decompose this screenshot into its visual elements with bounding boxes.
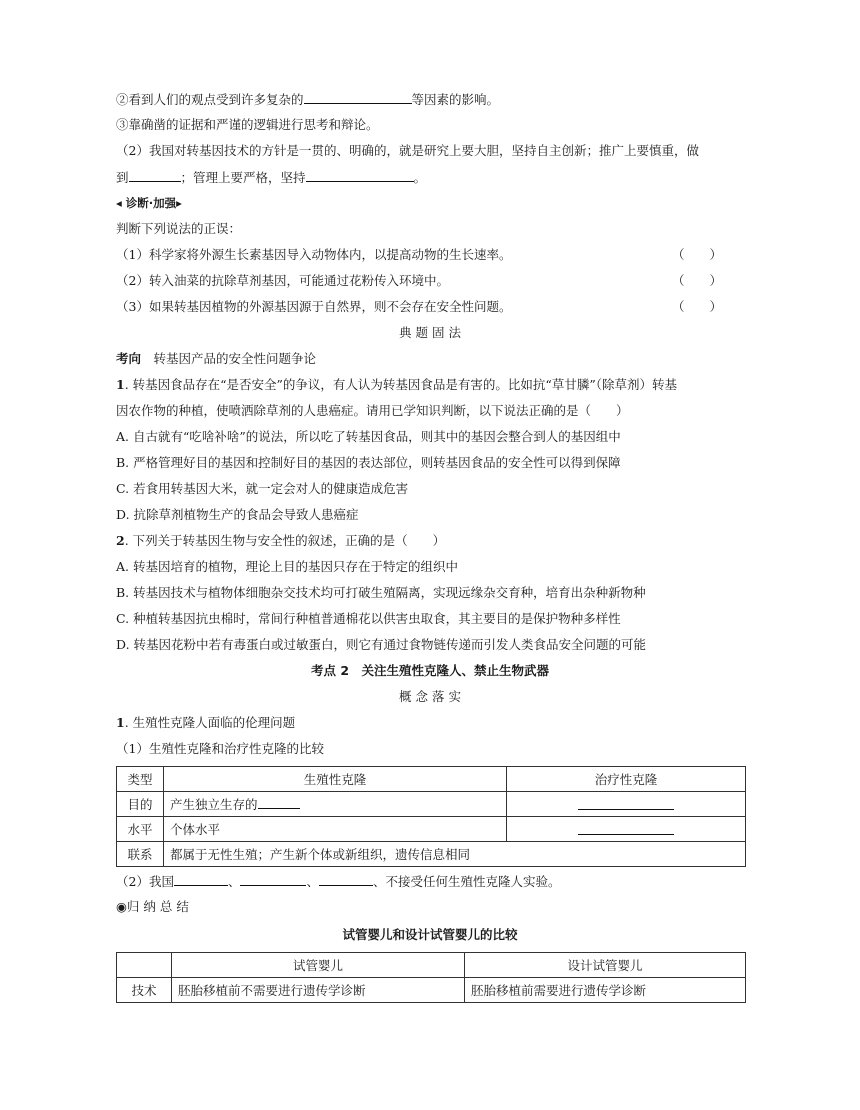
question-1-option-a[interactable]: A. 自古就有“吃啥补啥”的说法，所以吃了转基因食品，则其中的基因会整合到人的基因组中	[116, 429, 621, 444]
table-header-cell: 生殖性克隆	[164, 767, 507, 792]
table-row	[117, 978, 746, 1003]
fill-blank[interactable]	[304, 90, 412, 104]
table-row	[117, 767, 746, 792]
fill-blank[interactable]	[578, 796, 674, 810]
text: . 下列关于转基因生物与安全性的叙述，正确的是（ ）	[124, 533, 446, 548]
table-2-title: 试管婴儿和设计试管婴儿的比较	[342, 927, 518, 942]
text: 。	[413, 170, 427, 185]
kaodian-2-title: 考点 2 关注生殖性克隆人、禁止生物武器	[310, 663, 550, 678]
question-1-stem	[116, 376, 677, 394]
judgment-item-1: （1）科学家将外源生长素基因导入动物体内，以提高动物的生长速率。	[116, 247, 512, 262]
question-1-stem-cont: 因农作物的种植，使喷洒除草剂的人患癌症。请用已学知识判断，以下说法正确的是（ ）	[116, 403, 629, 418]
table-cell: 个体水平	[164, 817, 507, 842]
question-1-option-b[interactable]: B. 严格管理好目的基因和控制好目的基因的表达部位，则转基因食品的安全性可以得到保障	[116, 455, 621, 470]
table-cell	[507, 817, 746, 842]
subsection-number: 1	[116, 715, 125, 730]
ivf-comparison-table	[116, 952, 746, 1003]
section-concept-title: 概 念 落 实	[399, 689, 461, 704]
direction-line	[116, 350, 316, 368]
diagnosis-header: ◂ 诊断·加强▸	[116, 196, 182, 210]
question-2-option-a[interactable]: A. 转基因培育的植物，理论上目的基因只存在于特定的组织中	[116, 559, 458, 574]
text: 、不接受任何生殖性克隆人实验。	[372, 874, 561, 889]
table-cell: 胚胎移植前不需要进行遗传学诊断	[172, 978, 465, 1003]
diagnosis-intro: 判断下列说法的正误：	[116, 221, 242, 236]
subsection-1-1: （1）生殖性克隆和治疗性克隆的比较	[116, 741, 324, 756]
answer-paren-1[interactable]: （ ）	[672, 247, 723, 262]
question-1-option-c[interactable]: C. 若食用转基因大米，就一定会对人的健康造成危害	[116, 481, 409, 496]
table-header-cell: 类型	[117, 767, 164, 792]
table-cell	[507, 792, 746, 817]
text: . 生殖性克隆人面临的伦理问题	[124, 715, 296, 730]
subsection-1-2	[116, 872, 561, 891]
section-typical-title: 典 题 固 法	[399, 325, 461, 340]
line-views-factors	[116, 90, 499, 109]
text: 、	[306, 874, 319, 889]
fill-blank[interactable]	[129, 168, 181, 182]
fill-blank[interactable]	[319, 872, 373, 886]
fill-blank[interactable]	[174, 872, 228, 886]
question-2-option-b[interactable]: B. 转基因技术与植物体细胞杂交技术均可打破生殖隔离，实现远缘杂交育种，培育出杂种新物种	[116, 585, 646, 600]
fill-blank[interactable]	[240, 872, 306, 886]
table-header-cell: 治疗性克隆	[507, 767, 746, 792]
text: ；管理上要严格，坚持	[180, 170, 306, 185]
text: 到	[116, 170, 129, 185]
subsection-1-title	[116, 714, 295, 732]
answer-paren-3[interactable]: （ ）	[672, 299, 723, 314]
summary-header: ◉归 纳 总 结	[116, 899, 189, 914]
judgment-item-3: （3）如果转基因植物的外源基因源于自然界，则不会存在安全性问题。	[116, 299, 512, 314]
text: ②看到人们的观点受到许多复杂的	[116, 92, 304, 107]
question-2-option-c[interactable]: C. 种植转基因抗虫棉时，常间行种植普通棉花以供害虫取食，其主要目的是保护物种多样性	[116, 611, 621, 626]
text: 、	[227, 874, 241, 889]
table-row	[117, 792, 746, 817]
table-row	[117, 817, 746, 842]
question-2-stem	[116, 532, 445, 550]
table-cell: 胚胎移植前需要进行遗传学诊断	[465, 978, 746, 1003]
table-header-cell: 设计试管婴儿	[465, 953, 746, 978]
table-cell	[164, 792, 507, 817]
question-1-option-d[interactable]: D. 抗除草剂植物生产的食品会导致人患癌症	[116, 507, 359, 522]
cloning-comparison-table	[116, 766, 746, 867]
text: . 转基因食品存在“是否安全”的争议，有人认为转基因食品是有害的。比如抗“草甘膦”（除草剂）转基	[124, 377, 677, 392]
text: （2）我国	[116, 874, 174, 889]
text: 产生独立生存的	[170, 797, 258, 812]
direction-text: 转基因产品的安全性问题争论	[153, 351, 317, 366]
judgment-item-2: （2）转入油菜的抗除草剂基因，可能通过花粉传入环境中。	[116, 273, 449, 288]
row-label: 联系	[117, 842, 164, 867]
fill-blank[interactable]	[306, 168, 414, 182]
table-row	[117, 842, 746, 867]
question-number: 1	[116, 377, 125, 392]
fill-blank[interactable]	[258, 795, 300, 809]
text: 等因素的影响。	[411, 92, 500, 107]
table-header-cell: 试管婴儿	[172, 953, 465, 978]
table-row	[117, 953, 746, 978]
fill-blank[interactable]	[578, 821, 674, 835]
table-header-cell	[117, 953, 172, 978]
line-evidence-logic: ③靠确凿的证据和严谨的逻辑进行思考和辩论。	[116, 117, 379, 132]
line-policy-cont	[116, 168, 426, 187]
row-label: 技术	[117, 978, 172, 1003]
answer-paren-2[interactable]: （ ）	[672, 273, 723, 288]
line-policy: （2）我国对转基因技术的方针是一贯的、明确的，就是研究上要大胆，坚持自主创新；推广上要慎重，做	[116, 143, 699, 158]
question-2-option-d[interactable]: D. 转基因花粉中若有毒蛋白或过敏蛋白，则它有通过食物链传递而引发人类食品安全问题的可能	[116, 637, 647, 652]
row-label: 水平	[117, 817, 164, 842]
question-number: 2	[116, 533, 125, 548]
direction-label: 考向	[116, 351, 142, 366]
table-cell: 都属于无性生殖；产生新个体或新组织，遗传信息相同	[164, 842, 746, 867]
row-label: 目的	[117, 792, 164, 817]
